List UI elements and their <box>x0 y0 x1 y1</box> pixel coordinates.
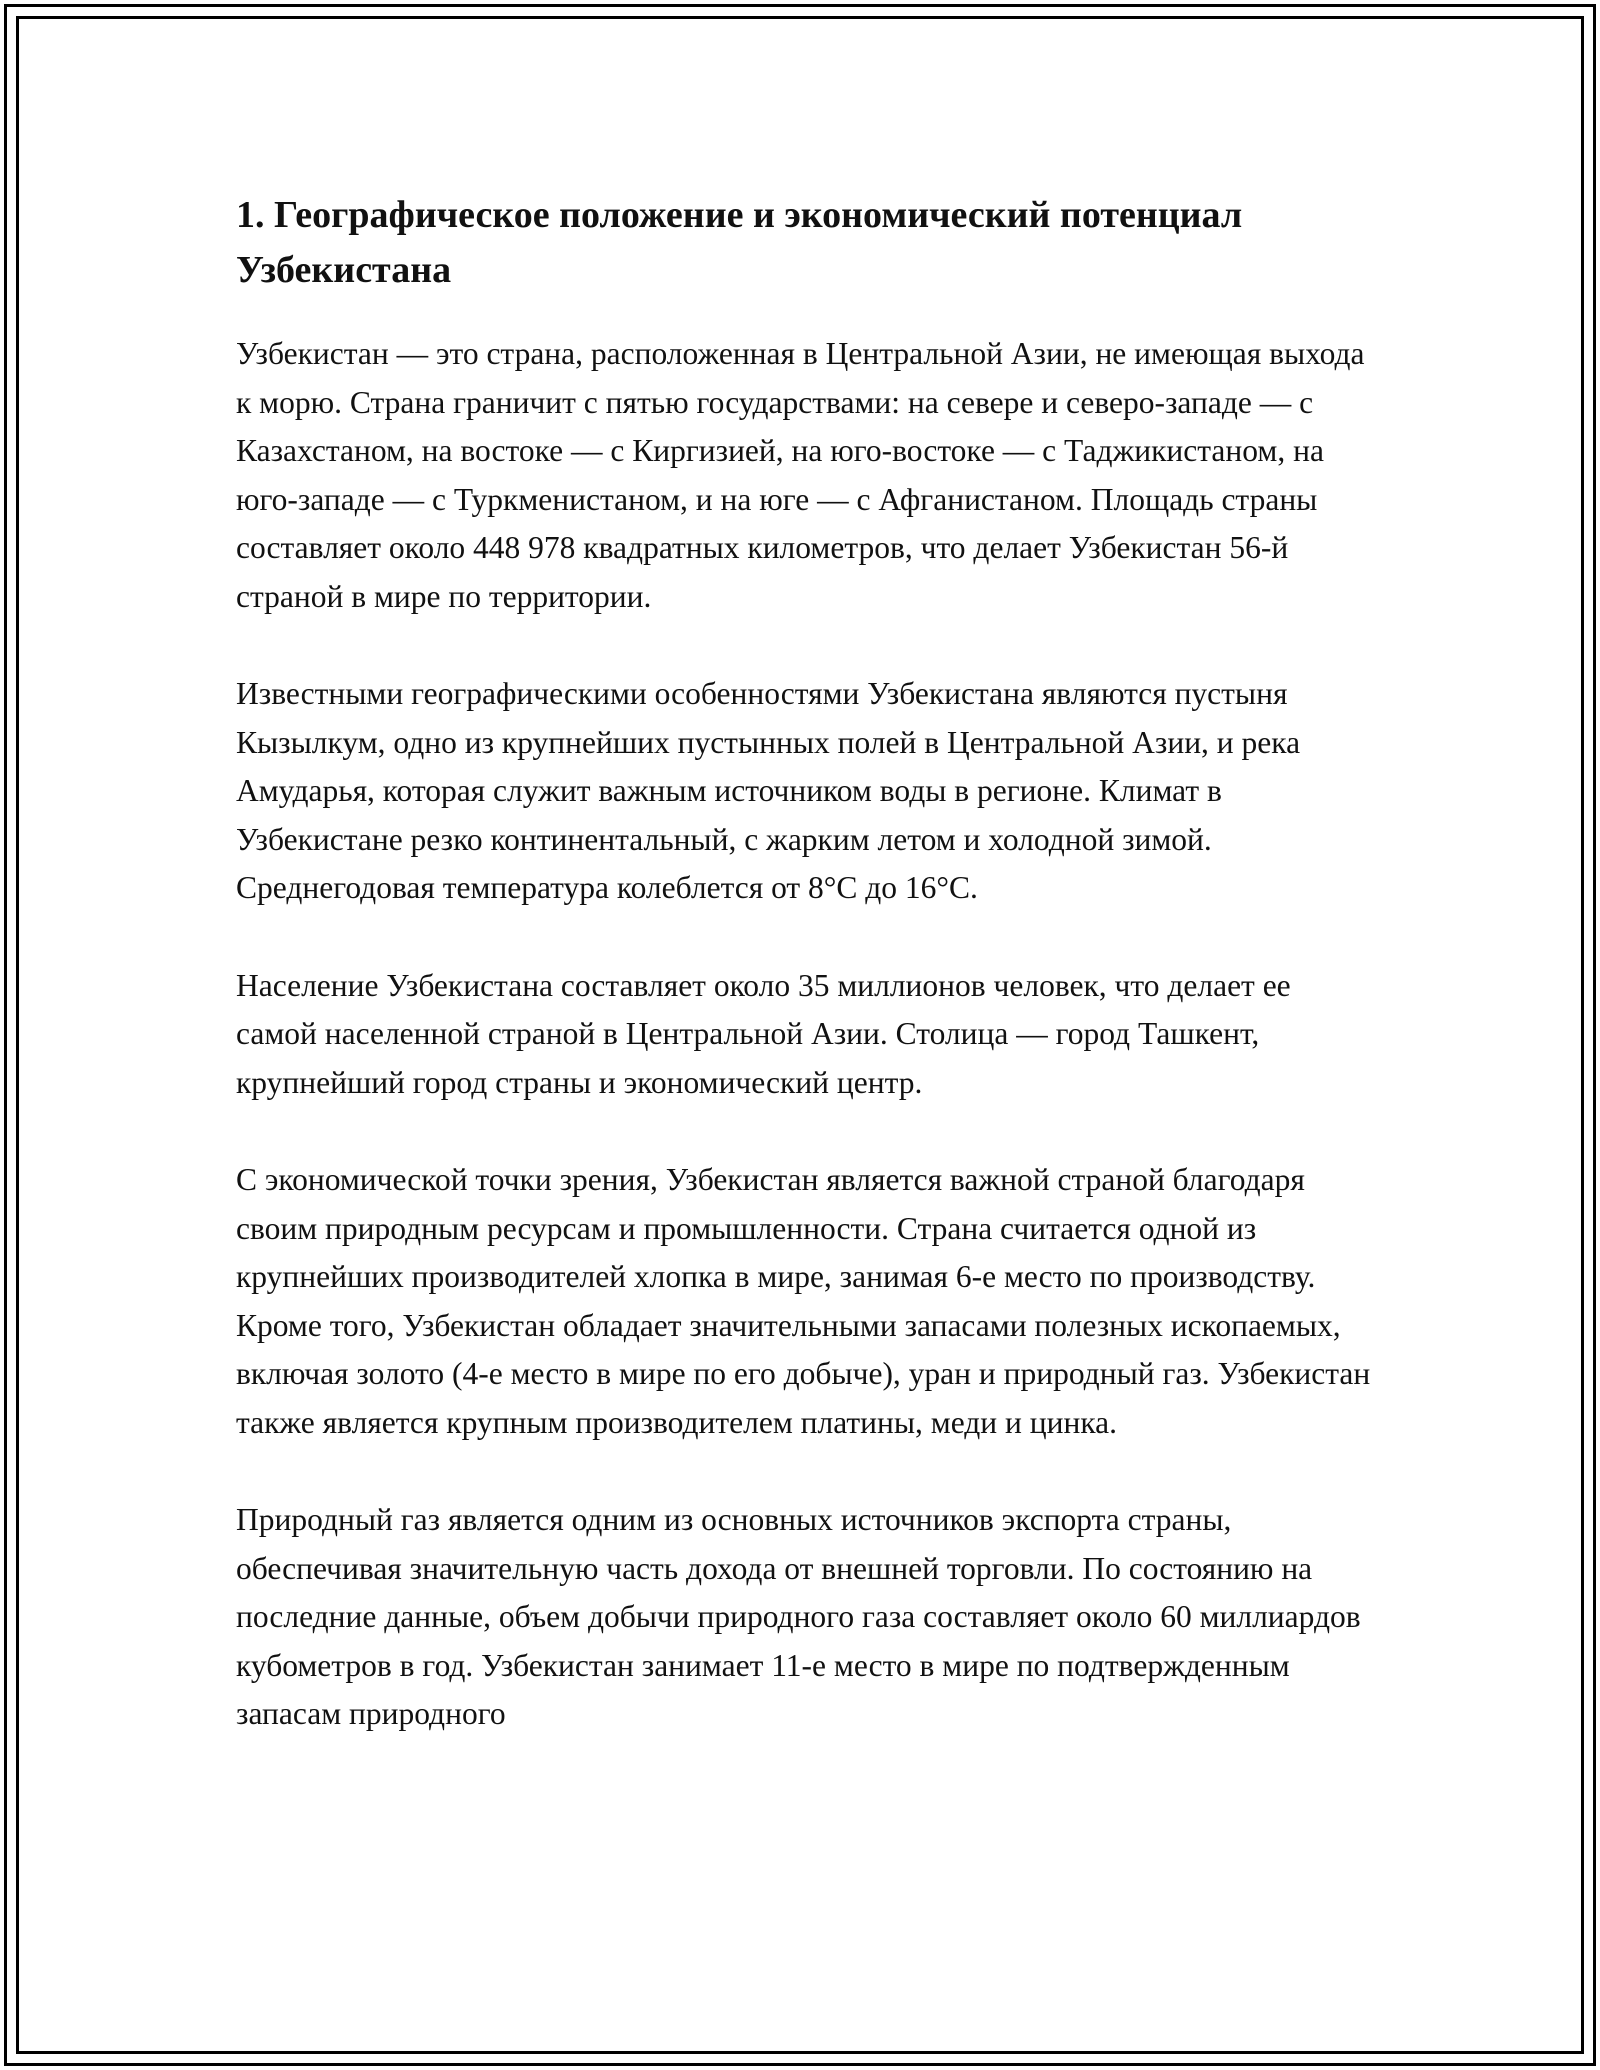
paragraph-geography: Узбекистан — это страна, расположенная в Центральной Азии, не имеющая выхода к морю. Страна граничит с пятью государствами: на севере и северо-западе — с Казахстаном, на востоке — с Киргизией, на юго-востоке — с Таджикистаном, на юго-западе — с Туркменистаном, и на юге — с Афганистаном. Площадь страны составляет около 448 978 квадратных километров, что делает Узбекистан 56-й страной в мире по территории. <box>236 336 1365 614</box>
paragraph-features-climate: Известными географическими особенностями Узбекистана являются пустыня Кызылкум, одно из крупнейших пустынных полей в Центральной Азии, и река Амударья, которая служит важным источником воды в регионе. Климат в Узбекистане резко континентальный, с жарким летом и холодной зимой. Среднегодовая температура колеблется от 8°C до 16°C. <box>236 676 1301 905</box>
paragraph-natural-gas: Природный газ является одним из основных источников экспорта страны, обеспечивая значительную часть дохода от внешней торговли. По состоянию на последние данные, объем добычи природного газа составляет около 60 миллиардов кубометров в год. Узбекистан занимает 11-е место в мире по подтвержденным запасам природного <box>236 1502 1361 1731</box>
section-heading: 1. Географическое положение и экономический потенциал Узбекистана <box>236 194 1243 291</box>
document-body <box>236 188 1376 1739</box>
paragraph-economy: С экономической точки зрения, Узбекистан является важной страной благодаря своим природным ресурсам и промышленности. Страна считается одной из крупнейших производителей хлопка в мире, занимая 6-е место по производству. Кроме того, Узбекистан обладает значительными запасами полезных ископаемых, включая золото (4-е место в мире по его добыче), уран и природный газ. Узбекистан также является крупным производителем платины, меди и цинка. <box>236 1162 1371 1440</box>
paragraph-population: Население Узбекистана составляет около 35 миллионов человек, что делает ее самой населенной страной в Центральной Азии. Столица — город Ташкент, крупнейший город страны и экономический центр. <box>236 967 1291 1100</box>
